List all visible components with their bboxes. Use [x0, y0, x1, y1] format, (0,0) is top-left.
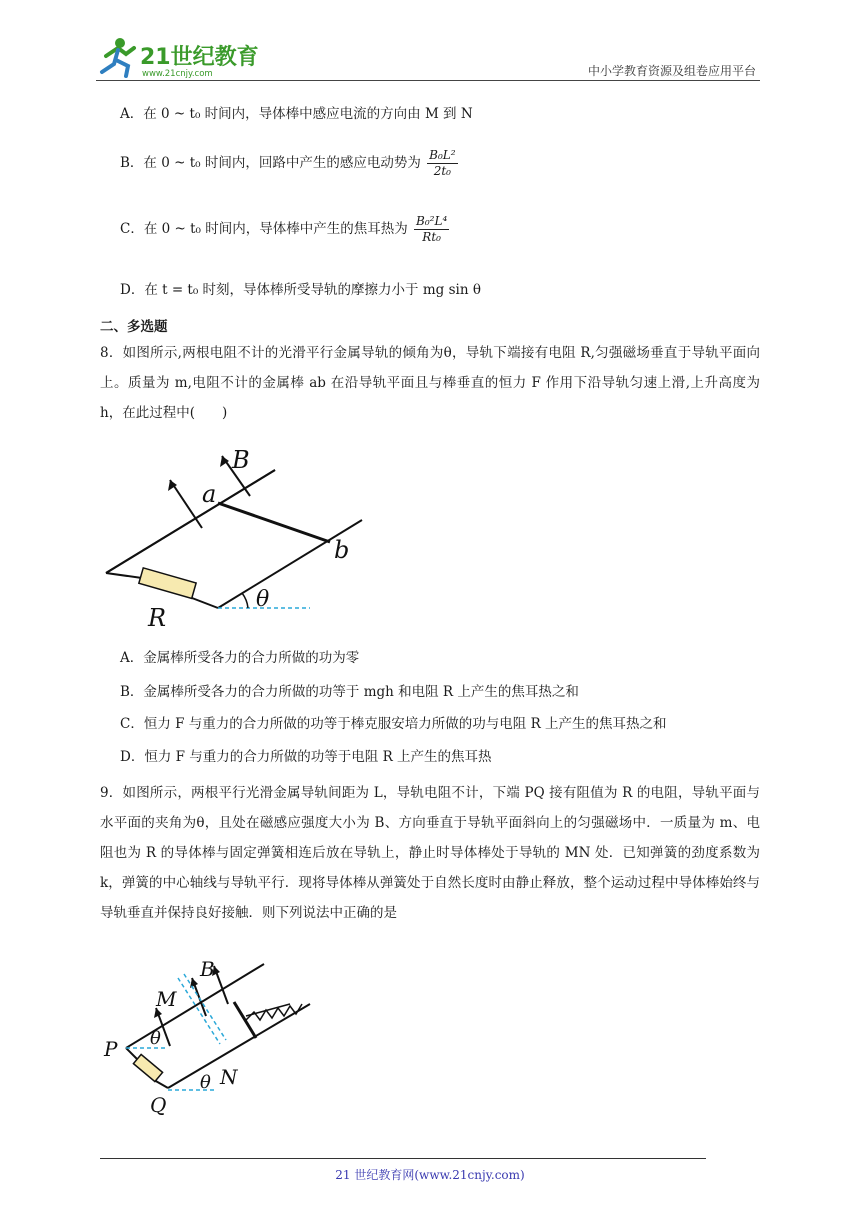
label-b: b [334, 536, 350, 564]
footer-text: 21 世纪教育网(www.21cnjy.com) [335, 1168, 525, 1182]
angle-arc [242, 593, 248, 608]
q7-option-b-fraction [427, 148, 457, 179]
brand-logo [96, 34, 266, 80]
q7-option-d: D．在 t = t₀ 时刻，导体棒所受导轨的摩擦力小于 mg sin θ [120, 282, 481, 298]
q8-stem: 8．如图所示,两根电阻不计的光滑平行金属导轨的倾角为θ，导轨下端接有电阻 R,匀强磁场垂直于导轨平面向上。质量为 m,电阻不计的金属棒 ab 在沿导轨平面且与棒垂直的恒力 F 作用下沿导轨匀速上滑,上升高度为 h，在此过程中( ) [100, 345, 760, 421]
spring [246, 1004, 302, 1020]
label-b-field: B [232, 446, 250, 474]
rail-upper [126, 964, 264, 1048]
label-n: N [220, 1065, 238, 1089]
q9-stem: 9．如图所示，两根平行光滑金属导轨间距为 L，导轨电阻不计，下端 PQ 接有阻值为 R 的电阻，导轨平面与水平面的夹角为θ，且处在磁感应强度大小为 B、方向垂直于导轨平面斜向上的匀强磁场中．一质量为 m、电阻也为 R 的导体棒与固定弹簧相连后放在导轨上，静止时导体棒处于导轨的 MN 处．已知弹簧的劲度系数为 k，弹簧的中心轴线与导轨平行．现将导体棒从弹簧处于自然长度时由静止释放，整个运动过程中导体棒始终与导轨垂直并保持良好接触．则下列说法中正确的是 [100, 785, 760, 921]
field-arrow-left [170, 480, 202, 528]
footer-divider [100, 1158, 706, 1159]
q8-option-b: B．金属棒所受各力的合力所做的功等于 mgh 和电阻 R 上产生的焦耳热之和 [120, 684, 579, 700]
fraction-numerator: B₀²L⁴ [416, 214, 448, 228]
label-p: P [104, 1037, 118, 1061]
rod-ab [218, 503, 330, 542]
q7-option-b [120, 148, 460, 179]
label-r: R [148, 604, 167, 632]
label-theta: θ [150, 1028, 161, 1049]
logo-text: 21世纪教育 [140, 45, 259, 70]
q8-option-a: A．金属棒所受各力的合力所做的功为零 [120, 650, 360, 666]
section-title: 二、多选题 [100, 319, 168, 335]
mn-dashed-line [178, 978, 220, 1044]
header-divider [96, 80, 760, 81]
wire-right [192, 598, 218, 608]
label-m: M [156, 987, 177, 1011]
label-a: a [202, 480, 217, 508]
q8-option-d: D．恒力 F 与重力的合力所做的功等于电阻 R 上产生的焦耳热 [120, 749, 492, 765]
logo-url: www.21cnjy.com [142, 69, 213, 79]
fraction-denominator: Rt₀ [422, 230, 441, 244]
resistor-r [139, 568, 196, 599]
q7-option-a: A．在 0 ~ t₀ 时间内，导体棒中感应电流的方向由 M 到 N [120, 106, 473, 122]
runner-icon [102, 38, 134, 76]
fraction-numerator: B₀L² [429, 148, 456, 162]
q7-option-b-text: B．在 0 ~ t₀ 时间内，回路中产生的感应电动势为 [120, 155, 421, 171]
label-q: Q [150, 1093, 167, 1117]
rail-lower [218, 520, 362, 608]
q9-figure [96, 950, 326, 1120]
label-theta: θ [256, 587, 270, 612]
rod [234, 1002, 256, 1038]
label-theta: θ [200, 1072, 211, 1093]
rail-lower [168, 1004, 310, 1088]
q8-figure [100, 440, 370, 640]
header-tagline: 中小学教育资源及组卷应用平台 [587, 64, 756, 78]
q7-option-c-text: C．在 0 ~ t₀ 时间内，导体棒中产生的焦耳热为 [120, 221, 408, 237]
q8-option-c: C．恒力 F 与重力的合力所做的功等于棒克服安培力所做的功与电阻 R 上产生的焦耳热之和 [120, 716, 667, 732]
fraction-denominator: 2t₀ [433, 164, 451, 178]
q7-option-c-fraction [414, 214, 449, 245]
wire-left [106, 573, 142, 578]
resistor-r [133, 1054, 162, 1081]
q7-option-c [120, 214, 451, 245]
label-b-field: B [200, 957, 215, 981]
